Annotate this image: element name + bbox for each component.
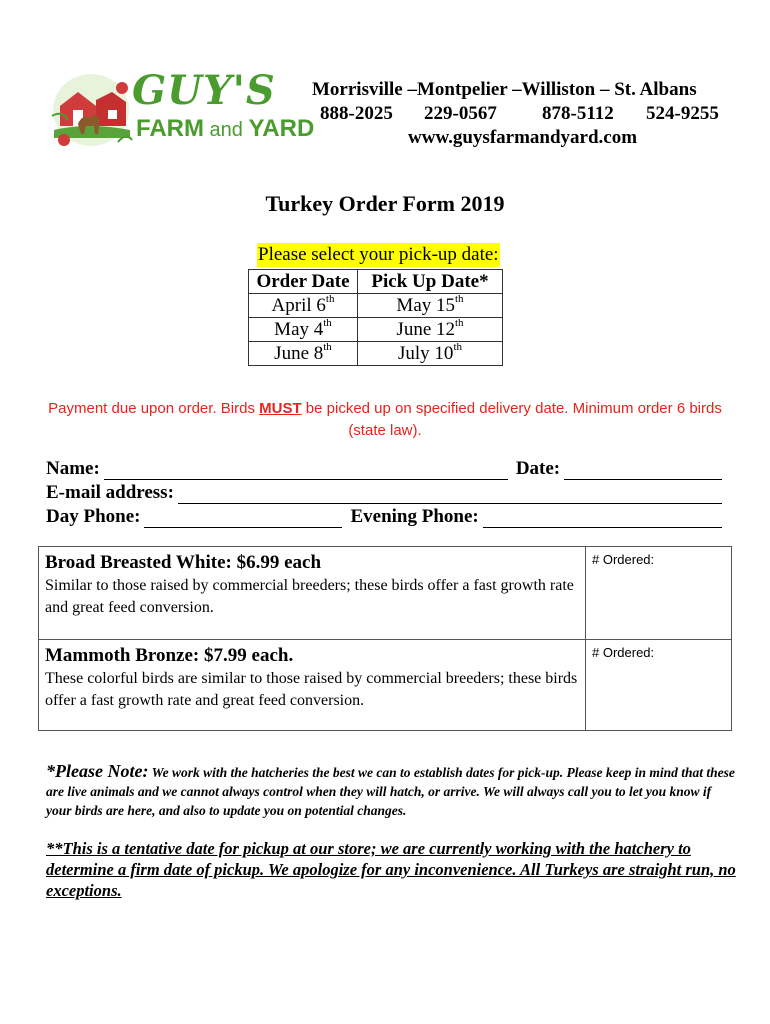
product-name: Mammoth Bronze: $7.99 each. bbox=[45, 645, 294, 666]
pickup-dates-table bbox=[248, 269, 503, 366]
turkey-products-table bbox=[38, 546, 732, 731]
logo-and: and bbox=[204, 119, 249, 141]
logo-name: GUY'S bbox=[132, 67, 276, 114]
name-date-line bbox=[46, 456, 722, 480]
store-phones bbox=[320, 102, 742, 126]
date-label: Date: bbox=[515, 458, 561, 479]
must-emphasis: MUST bbox=[259, 400, 302, 417]
evening-phone-field[interactable] bbox=[483, 509, 722, 528]
guys-farm-and-yard-logo bbox=[48, 66, 315, 152]
form-title: Turkey Order Form 2019 bbox=[265, 191, 505, 216]
ordered-label: # Ordered: bbox=[592, 645, 655, 660]
payment-notice: Payment due upon order. Birds MUST be picked up on specified delivery date. Minimum order 6 birds (state law). bbox=[48, 400, 722, 439]
name-field[interactable] bbox=[104, 461, 508, 480]
phone-line bbox=[46, 504, 722, 528]
dates-header-row bbox=[249, 270, 503, 294]
dates-row[interactable] bbox=[249, 342, 503, 366]
ordered-label: # Ordered: bbox=[592, 552, 655, 567]
order-date-cell: May 4th bbox=[249, 318, 358, 342]
day-phone-label: Day Phone: bbox=[46, 506, 141, 527]
product-info-cell bbox=[39, 640, 586, 731]
product-row bbox=[39, 640, 732, 731]
quantity-ordered-field[interactable] bbox=[586, 547, 732, 640]
phone-williston: 878-5112 bbox=[542, 103, 614, 124]
quantity-ordered-field[interactable] bbox=[586, 640, 732, 731]
store-towns: Morrisville –Montpelier –Williston – St. Albans bbox=[312, 79, 697, 100]
pickup-date-cell: July 10th bbox=[358, 342, 503, 366]
logo-subtitle bbox=[136, 114, 314, 145]
date-field[interactable] bbox=[564, 461, 722, 480]
please-note-text: We work with the hatcheries the best we can to establish dates for pick-up. Please keep in mind that these are live animals and we cannot always control when they will hatch, or arrive. We will always call you to let you know if your birds are here, and also to update you on potential changes. bbox=[46, 765, 735, 818]
tentative-date-note: **This is a tentative date for pickup at our store; we are currently working with the hatchery to determine a firm date of pickup. We apologize for any inconvenience. All Turkeys are straight run, no exceptions. bbox=[46, 839, 736, 900]
store-contact-block bbox=[312, 78, 742, 150]
product-info-cell bbox=[39, 547, 586, 640]
product-row bbox=[39, 547, 732, 640]
order-date-cell: April 6th bbox=[249, 294, 358, 318]
order-date-header: Order Date bbox=[249, 270, 358, 294]
pickup-date-cell: May 15th bbox=[358, 294, 503, 318]
dates-row[interactable] bbox=[249, 318, 503, 342]
farm-logo-icon bbox=[48, 66, 134, 152]
day-phone-field[interactable] bbox=[144, 509, 342, 528]
phone-morrisville: 888-2025 bbox=[320, 103, 393, 124]
logo-farm: FARM bbox=[136, 115, 204, 142]
product-name: Broad Breasted White: $6.99 each bbox=[45, 552, 322, 573]
evening-phone-label: Evening Phone: bbox=[350, 506, 479, 527]
pickup-date-cell: June 12th bbox=[358, 318, 503, 342]
select-pickup-prompt: Please select your pick-up date: bbox=[258, 244, 499, 265]
order-date-cell: June 8th bbox=[249, 342, 358, 366]
please-note-lead: *Please Note: bbox=[46, 761, 149, 781]
product-description: Similar to those raised by commercial breeders; these birds offer a fast growth rate and great feed conversion. bbox=[45, 577, 574, 616]
product-description: These colorful birds are similar to those raised by commercial breeders; these birds offer a fast growth rate and great feed conversion. bbox=[45, 670, 578, 709]
email-label: E-mail address: bbox=[46, 482, 174, 503]
phone-st-albans: 524-9255 bbox=[646, 103, 719, 124]
logo-yard: YARD bbox=[248, 115, 315, 142]
email-field[interactable] bbox=[178, 485, 722, 504]
email-line bbox=[46, 480, 722, 504]
dates-row[interactable] bbox=[249, 294, 503, 318]
store-website: www.guysfarmandyard.com bbox=[408, 127, 638, 148]
customer-info-fields bbox=[46, 456, 722, 528]
name-label: Name: bbox=[46, 458, 100, 479]
please-note bbox=[46, 762, 736, 820]
pickup-date-header: Pick Up Date* bbox=[358, 270, 503, 294]
phone-montpelier: 229-0567 bbox=[424, 103, 497, 124]
